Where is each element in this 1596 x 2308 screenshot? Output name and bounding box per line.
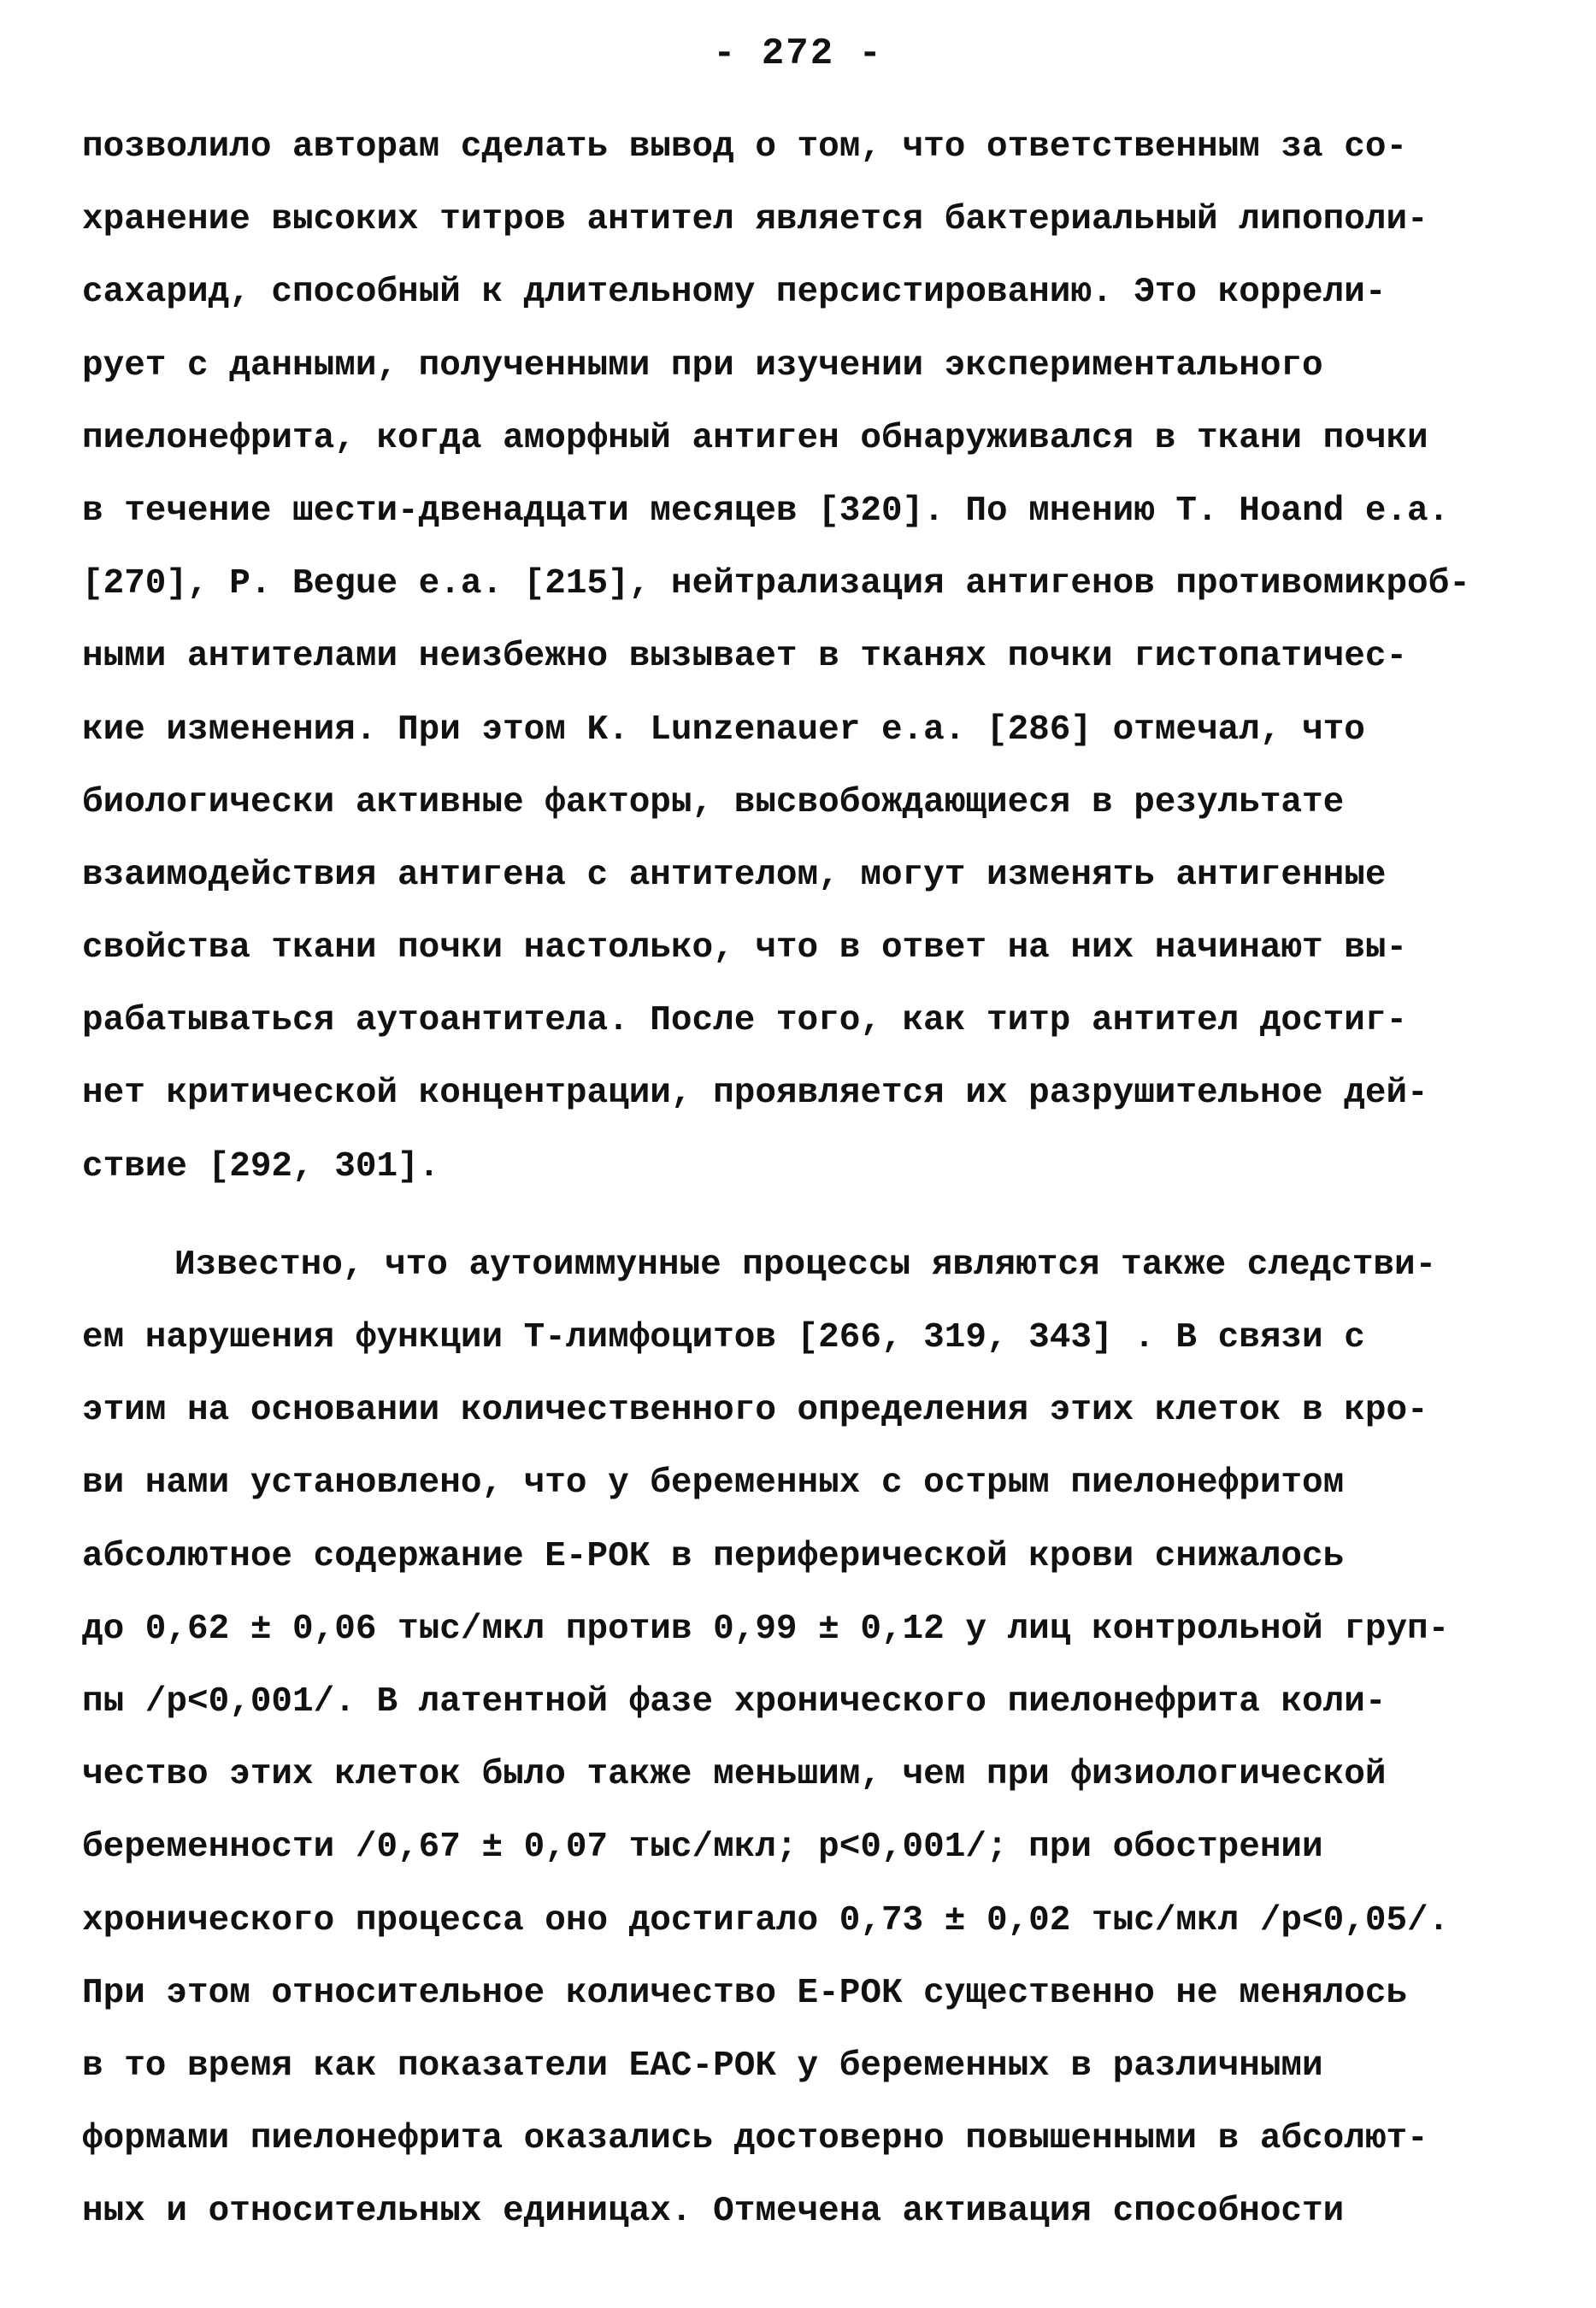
text-line: чество этих клеток было также меньшим, чем при физиологической (82, 1755, 1387, 1795)
text-line: хронического процесса оно достигало 0,73 ± 0,02 тыс/мкл /p<0,05/. (82, 1900, 1450, 1940)
text-line: кие изменения. При этом K. Lunzenauer e.a. [286] отмечал, что (82, 709, 1365, 750)
text-line: позволило авторам сделать вывод о том, что ответственным за со- (82, 127, 1408, 167)
text-line: нет критической концентрации, проявляется их разрушительное дей- (82, 1074, 1428, 1114)
text-line: хранение высоких титров антител является бактериальный липополи- (82, 200, 1428, 240)
text-line: беременности /0,67 ± 0,07 тыс/мкл; p<0,001/; при обострении (82, 1828, 1323, 1868)
text-line: рабатываться аутоантитела. После того, как титр антител достиг- (82, 1001, 1408, 1041)
text-line: биологически активные факторы, высвобождающиеся в результате (82, 782, 1345, 822)
text-line: формами пиелонефрита оказались достоверно повышенными в абсолют- (82, 2119, 1428, 2159)
text-line: ем нарушения функции Т-лимфоцитов [266, 319, 343] . В связи с (82, 1318, 1365, 1357)
paragraph-2 (82, 1229, 1535, 2249)
text-line: пы /p<0,001/. В латентной фазе хронического пиелонефрита коли- (82, 1681, 1387, 1722)
text-line: ными антителами неизбежно вызывает в тканях почки гистопатичес- (82, 637, 1408, 677)
text-line: рует с данными, полученными при изучении экспериментального (82, 345, 1323, 386)
text-line: пиелонефрита, когда аморфный антиген обнаруживался в ткани почки (82, 418, 1428, 458)
text-line: Известно, что аутоиммунные процессы являются также следстви- (174, 1245, 1437, 1285)
text-line: [270], P. Begue e.a. [215], нейтрализация антигенов противомикроб- (82, 564, 1470, 604)
paragraph-1 (82, 111, 1535, 1204)
body-text (82, 111, 1535, 2248)
text-line: абсолютное содержание Е-РОК в периферической крови снижалось (82, 1536, 1345, 1576)
paragraph-spacer (82, 1204, 1535, 1229)
text-line: свойства ткани почки настолько, что в ответ на них начинают вы- (82, 928, 1408, 969)
page-number: - 272 - (713, 32, 883, 75)
text-line: до 0,62 ± 0,06 тыс/мкл против 0,99 ± 0,12 у лиц контрольной груп- (82, 1609, 1450, 1649)
text-line: сахарид, способный к длительному персистированию. Это коррели- (82, 273, 1387, 313)
text-line: в то время как показатели ЕАС-РОК у беременных в различными (82, 2046, 1323, 2086)
text-line: ных и относительных единицах. Отмечена активация способности (82, 2192, 1345, 2232)
text-line: в течение шести-двенадцати месяцев [320]. По мнению T. Hoand e.a. (82, 491, 1450, 531)
text-line: взаимодействия антигена с антителом, могут изменять антигенные (82, 855, 1387, 895)
text-line: При этом относительное количество Е-РОК существенно не менялось (82, 1973, 1408, 2013)
text-line: ви нами установлено, что у беременных с острым пиелонефритом (82, 1463, 1345, 1504)
text-line: этим на основании количественного определения этих клеток в кро- (82, 1391, 1428, 1431)
text-line: ствие [292, 301]. (82, 1146, 440, 1186)
